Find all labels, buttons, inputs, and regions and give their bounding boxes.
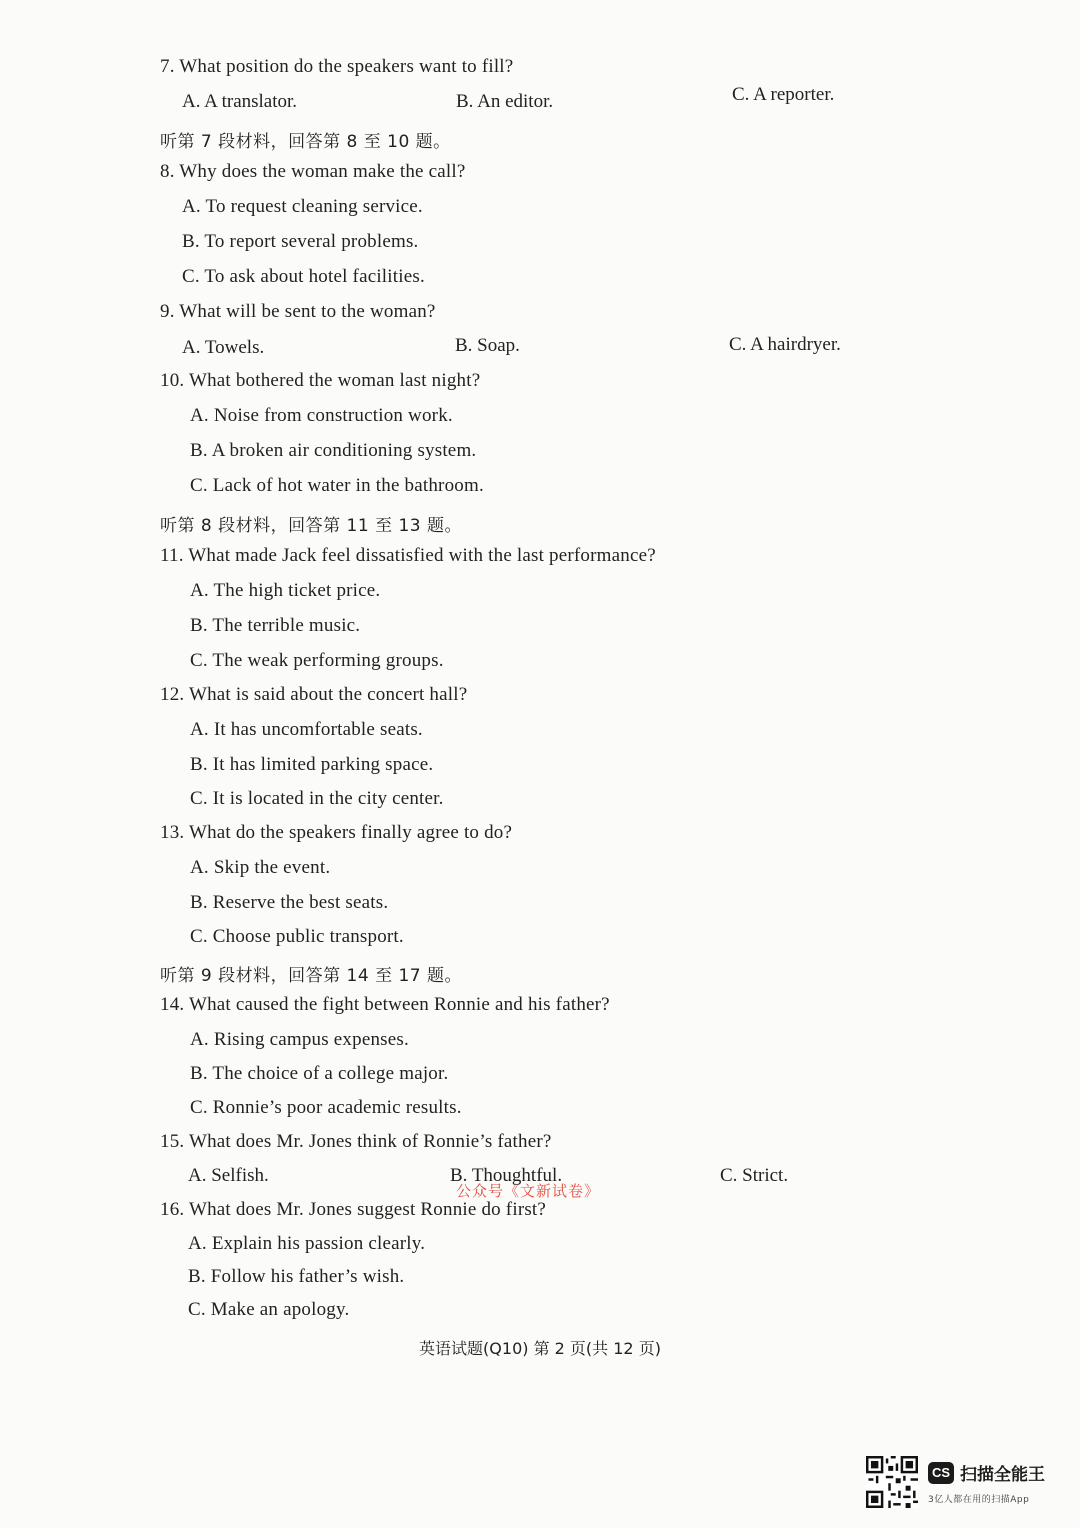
question-15-option-c: C. Strict.: [720, 1165, 789, 1186]
question-12-option-c: C. It is located in the city center.: [190, 788, 444, 809]
section-8-instruction: 听第 8 段材料，回答第 11 至 13 题。: [160, 516, 463, 536]
question-14-option-c: C. Ronnie’s poor academic results.: [190, 1097, 462, 1118]
scanner-app-name: 扫描全能王: [960, 1465, 1045, 1485]
question-10-option-a: A. Noise from construction work.: [190, 405, 453, 426]
question-16-option-a: A. Explain his passion clearly.: [188, 1233, 426, 1254]
question-9-option-b: B. Soap.: [455, 335, 520, 356]
question-7-option-c: C. A reporter.: [732, 84, 835, 105]
question-10-option-c: C. Lack of hot water in the bathroom.: [190, 475, 484, 496]
question-11-option-b: B. The terrible music.: [190, 615, 361, 636]
question-8-option-b: B. To report several problems.: [182, 231, 419, 252]
question-10-option-b: B. A broken air conditioning system.: [190, 440, 477, 461]
question-10-stem: 10. What bothered the woman last night?: [160, 370, 481, 391]
question-16-option-c: C. Make an apology.: [188, 1299, 350, 1320]
question-9-option-a: A. Towels.: [182, 337, 265, 358]
question-9-stem: 9. What will be sent to the woman?: [160, 301, 436, 322]
scanner-badge: [866, 1456, 1066, 1512]
question-8-option-c: C. To ask about hotel facilities.: [182, 266, 425, 287]
question-16-option-b: B. Follow his father’s wish.: [188, 1266, 405, 1287]
watermark-text: 公众号《文新试卷》: [456, 1182, 601, 1200]
question-12-stem: 12. What is said about the concert hall?: [160, 684, 468, 705]
question-15-stem: 15. What does Mr. Jones think of Ronnie’s father?: [160, 1131, 552, 1152]
qr-code-icon: [866, 1456, 918, 1508]
question-15-option-a: A. Selfish.: [188, 1165, 269, 1186]
question-11-option-c: C. The weak performing groups.: [190, 650, 444, 671]
question-13-stem: 13. What do the speakers finally agree to do?: [160, 822, 513, 843]
scanner-tagline: 3亿人都在用的扫描App: [928, 1495, 1030, 1505]
question-11-option-a: A. The high ticket price.: [190, 580, 381, 601]
question-16-stem: 16. What does Mr. Jones suggest Ronnie do first?: [160, 1199, 547, 1220]
section-7-instruction: 听第 7 段材料，回答第 8 至 10 题。: [160, 132, 451, 152]
question-14-option-b: B. The choice of a college major.: [190, 1063, 449, 1084]
page-footer: 英语试题(Q10) 第 2 页(共 12 页): [419, 1339, 661, 1358]
question-11-stem: 11. What made Jack feel dissatisfied with the last performance?: [160, 545, 656, 566]
question-7-stem: 7. What position do the speakers want to fill?: [160, 56, 514, 77]
question-8-option-a: A. To request cleaning service.: [182, 196, 423, 217]
question-15-option-b: B. Thoughtful.: [450, 1165, 563, 1186]
question-12-option-a: A. It has uncomfortable seats.: [190, 719, 423, 740]
camscanner-logo-icon: CS: [928, 1462, 954, 1484]
question-7-option-b: B. An editor.: [456, 91, 554, 112]
question-13-option-b: B. Reserve the best seats.: [190, 892, 389, 913]
section-9-instruction: 听第 9 段材料，回答第 14 至 17 题。: [160, 966, 463, 986]
question-13-option-c: C. Choose public transport.: [190, 926, 404, 947]
question-7-option-a: A. A translator.: [182, 91, 298, 112]
question-8-stem: 8. Why does the woman make the call?: [160, 161, 466, 182]
question-9-option-c: C. A hairdryer.: [729, 334, 841, 355]
question-14-option-a: A. Rising campus expenses.: [190, 1029, 409, 1050]
question-14-stem: 14. What caused the fight between Ronnie and his father?: [160, 994, 610, 1015]
question-13-option-a: A. Skip the event.: [190, 857, 331, 878]
question-12-option-b: B. It has limited parking space.: [190, 754, 434, 775]
